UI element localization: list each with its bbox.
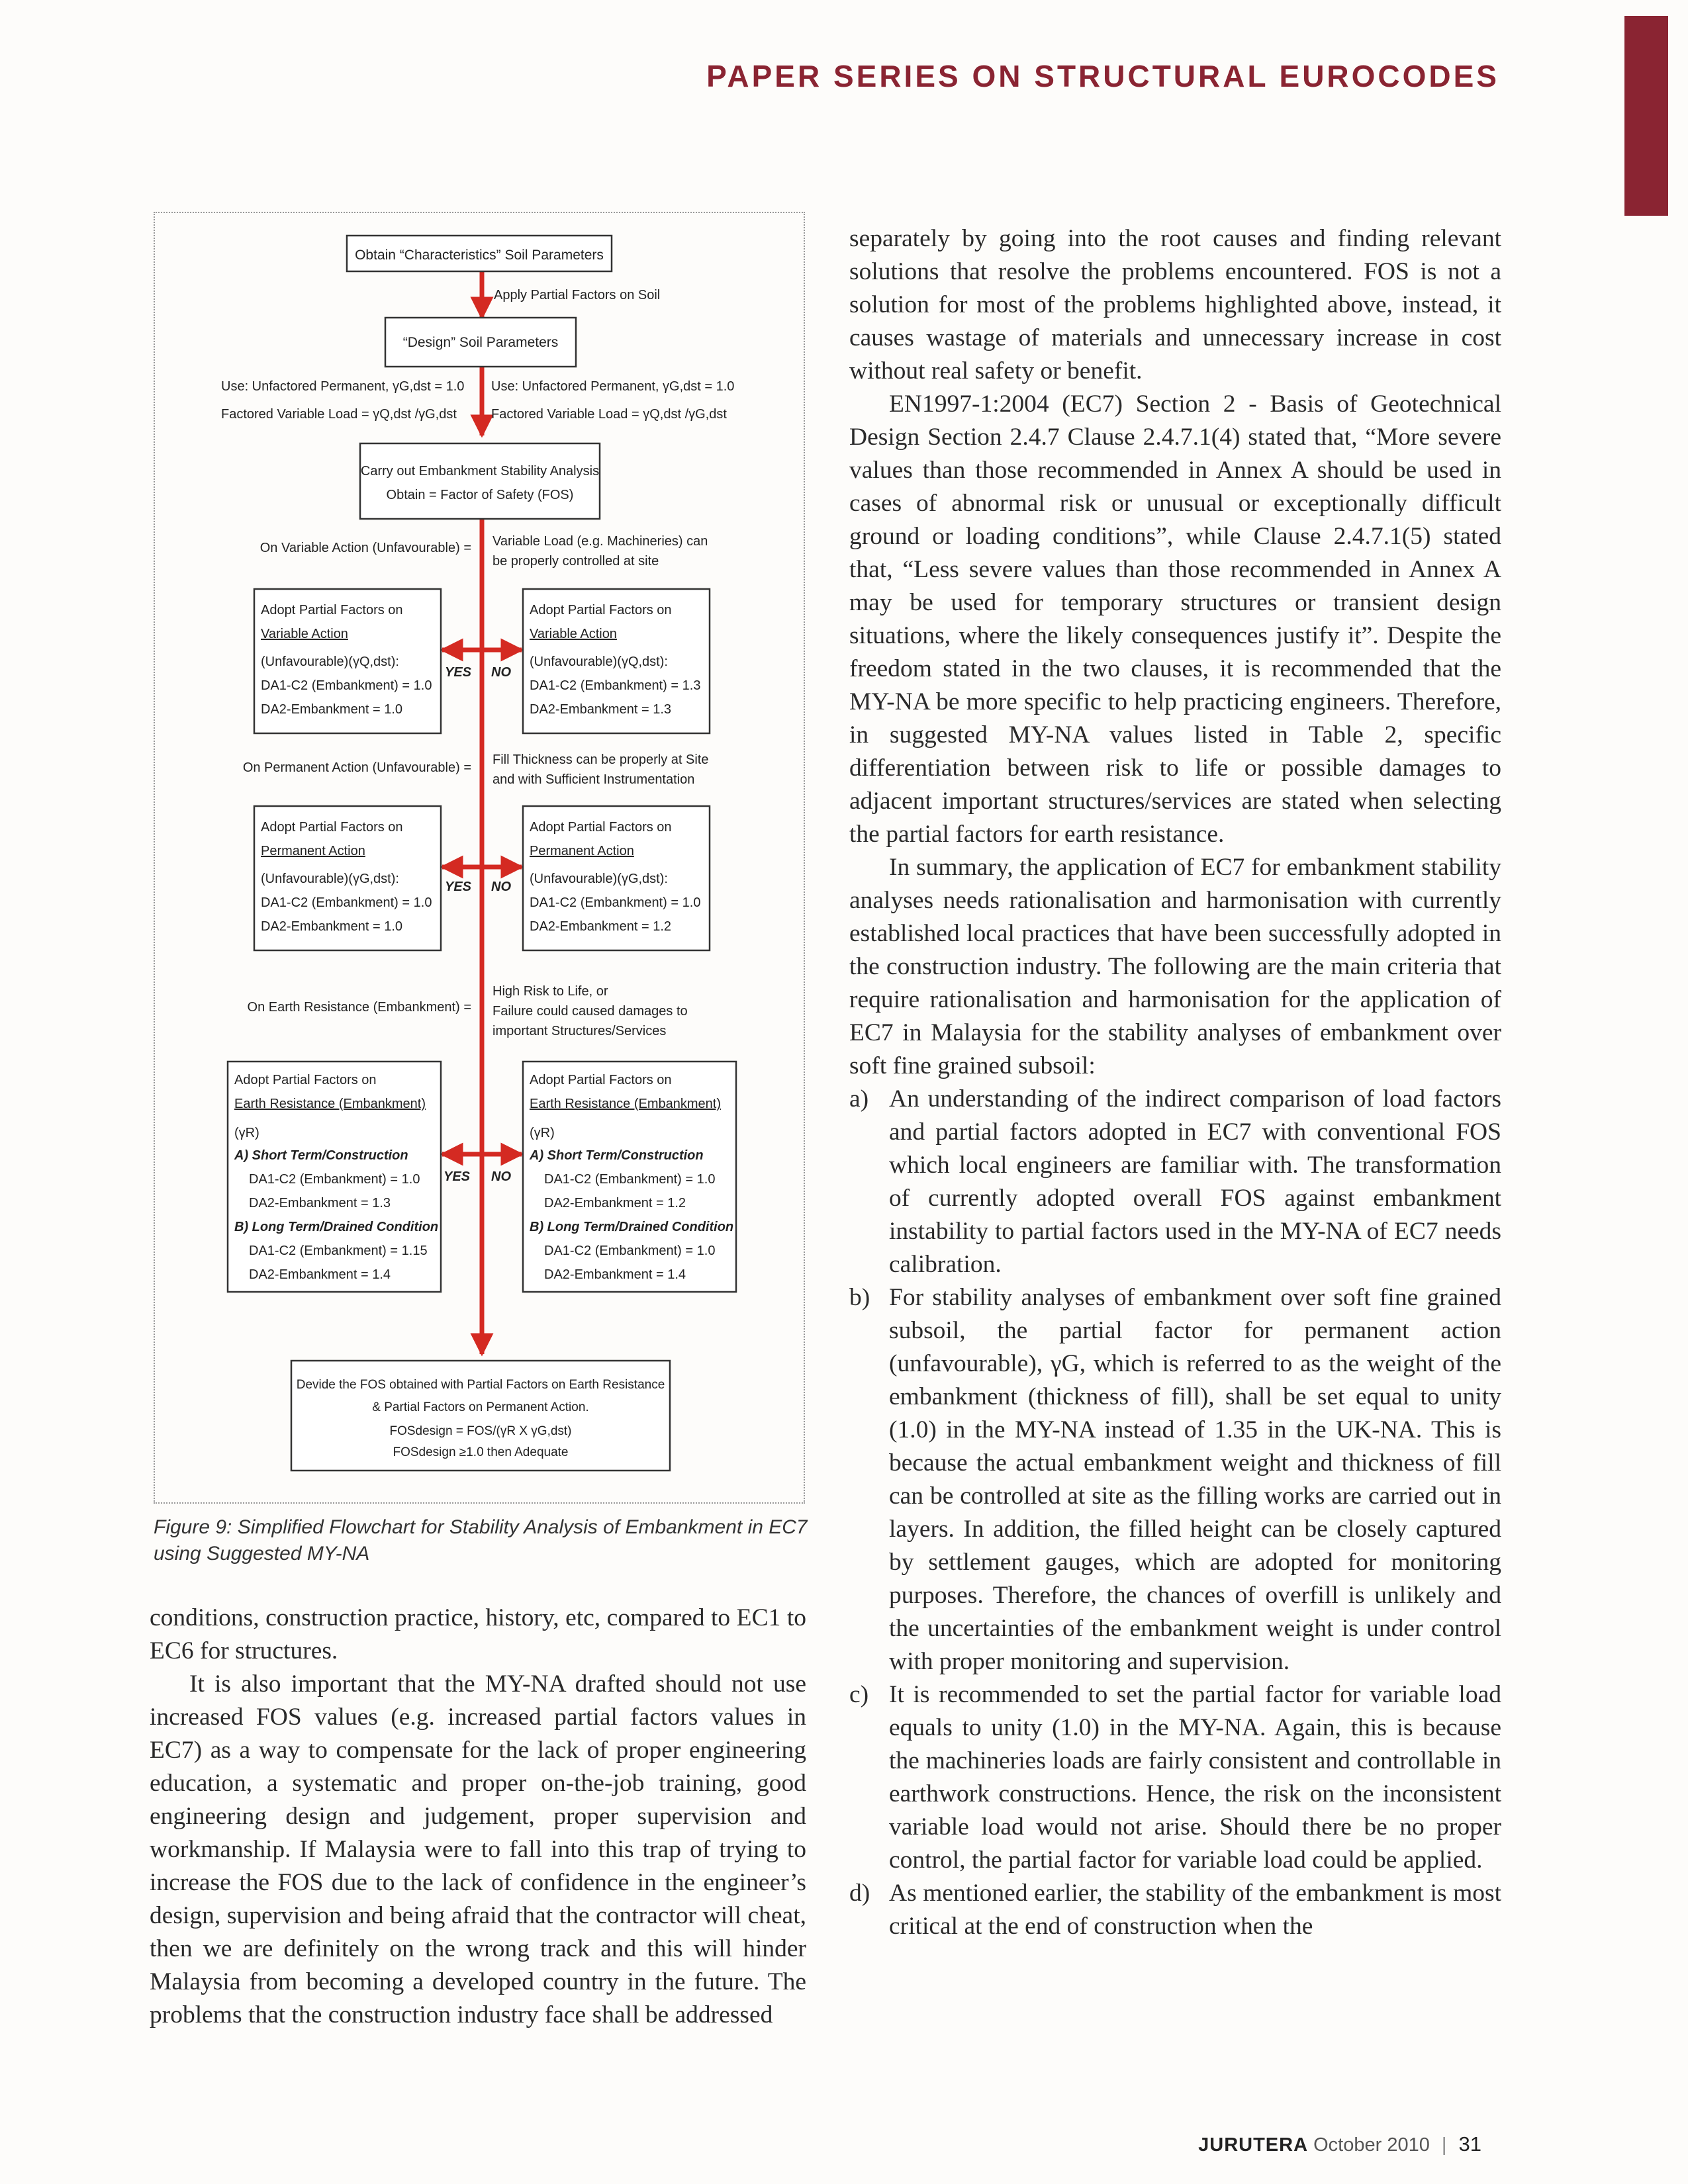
p-yes-l2: Permanent Action xyxy=(261,844,365,858)
q3-cond-line1: High Risk to Life, or xyxy=(492,984,608,999)
criteria-item-text: It is recommended to set the partial factor for variable load equals to unity (1.0) in the MY-NA. Again, this is because the machineries loads are fairly consistent and controllable in earthwork constructions. Hence, the risk on the inconsistent variable load would not arise. Should there be no proper control, the partial factor for variable load could be applied. xyxy=(889,1681,1501,1874)
use-left-2: Factored Variable Load = γQ,dst /γG,dst xyxy=(221,407,457,422)
p-yes-l4: DA1-C2 (Embankment) = 1.0 xyxy=(261,895,432,910)
p-no-l2: Permanent Action xyxy=(530,844,634,858)
v-no-l1: Adopt Partial Factors on xyxy=(530,603,672,617)
figure-caption xyxy=(154,1514,809,1567)
e-yes-l9: DA2-Embankment = 1.4 xyxy=(249,1267,391,1282)
box-analysis xyxy=(360,443,600,519)
q2-cond-line2: and with Sufficient Instrumentation xyxy=(492,772,695,787)
e-yes-l5: DA1-C2 (Embankment) = 1.0 xyxy=(249,1172,420,1187)
p-no-l5: DA2-Embankment = 1.2 xyxy=(530,919,671,934)
page-footer xyxy=(1198,2132,1481,2156)
criteria-item xyxy=(849,1678,1501,1877)
right-paragraph-1: separately by going into the root causes and finding relevant solutions that resolve the problems encountered. FOS is not a solution for most of the problems highlighted above, instead, it causes wastage of materials and unnecessary increase in cost without real safety or benefit. xyxy=(849,225,1501,385)
e-yes-l7: B) Long Term/Drained Condition xyxy=(234,1220,439,1234)
e-no-l7: B) Long Term/Drained Condition xyxy=(530,1220,734,1234)
left-column xyxy=(150,1602,806,2032)
footer-publication: JURUTERA xyxy=(1198,2134,1309,2156)
q3-cond-line3: important Structures/Services xyxy=(492,1024,667,1038)
apply-partial-text: Apply Partial Factors on Soil xyxy=(494,288,661,302)
p-yes-l5: DA2-Embankment = 1.0 xyxy=(261,919,402,934)
v-yes-l1: Adopt Partial Factors on xyxy=(261,603,403,617)
p-yes-label: YES xyxy=(445,880,472,894)
use-right-2: Factored Variable Load = γQ,dst /γG,dst xyxy=(491,407,727,422)
v-yes-l4: DA1-C2 (Embankment) = 1.0 xyxy=(261,678,432,693)
criteria-item-label: d) xyxy=(849,1880,870,1907)
figure-caption-line2: using Suggested MY-NA xyxy=(154,1543,370,1565)
box-characteristic-text: Obtain “Characteristics” Soil Parameters xyxy=(355,248,604,263)
series-title: PAPER SERIES ON STRUCTURAL EUROCODES xyxy=(706,59,1499,93)
criteria-item-text: For stability analyses of embankment over soft fine grained subsoil, the partial factor for permanent action (unfavourable), γG, which is referred to as the weight of the embankment (thickness of fill), shall be set equal to unity (1.0) in the MY-NA instead of 1.35 in the UK-NA. This is because the actual embankment weight and thickness of fill can be controlled at site as the filling works are carried out in layers. In addition, the filled height can be closely captured by settlement gauges, which are adopted for monitoring purposes. Therefore, the chances of overfill is unlikely and the uncertainties of the embankment weight is under control with proper monitoring and supervision. xyxy=(889,1284,1501,1675)
use-right-1: Use: Unfactored Permanent, γG,dst = 1.0 xyxy=(491,379,735,394)
footer-issue: October 2010 xyxy=(1313,2134,1430,2156)
use-left-1: Use: Unfactored Permanent, γG,dst = 1.0 xyxy=(221,379,465,394)
v-no-l3: (Unfavourable)(γQ,dst): xyxy=(530,655,668,669)
e-yes-l1: Adopt Partial Factors on xyxy=(234,1073,377,1087)
final-line3: FOSdesign = FOS/(γR X γG,dst) xyxy=(389,1424,572,1438)
e-no-l4: A) Short Term/Construction xyxy=(530,1148,704,1163)
q1-cond-line2: be properly controlled at site xyxy=(492,554,659,569)
final-line4: FOSdesign ≥1.0 then Adequate xyxy=(393,1445,569,1459)
criteria-item xyxy=(849,1281,1501,1678)
q2-cond-line1: Fill Thickness can be properly at Site xyxy=(492,752,709,767)
criteria-list xyxy=(849,1083,1501,1943)
criteria-item-label: a) xyxy=(849,1085,869,1113)
left-paragraph-2: It is also important that the MY-NA drafted should not use increased FOS values (e.g. increased partial factors values in EC7) as a way to compensate for the lack of proper engineering education, a systematic and proper on-the-job training, good engineering design and judgement, proper supervision and workmanship. If Malaysia were to fall into this trap of trying to increase the FOS due to the lack of confidence in the engineer’s design, supervision and being afraid that the contractor will cheat, then we are definitely on the wrong track and this will hinder Malaysia from becoming a developed country in the future. The problems that the construction industry face shall be addressed xyxy=(150,1670,806,2028)
v-no-l4: DA1-C2 (Embankment) = 1.3 xyxy=(530,678,701,693)
e-no-l8: DA1-C2 (Embankment) = 1.0 xyxy=(544,1244,716,1258)
e-no-l5: DA1-C2 (Embankment) = 1.0 xyxy=(544,1172,716,1187)
right-column xyxy=(849,222,1501,1943)
e-yes-label: YES xyxy=(444,1169,471,1184)
criteria-item xyxy=(849,1877,1501,1943)
box-analysis-line2: Obtain = Factor of Safety (FOS) xyxy=(386,488,574,502)
e-no-l3: (γR) xyxy=(530,1126,555,1140)
q1-cond-line1: Variable Load (e.g. Machineries) can xyxy=(492,534,708,549)
p-no-l3: (Unfavourable)(γG,dst): xyxy=(530,872,668,886)
criteria-item-label: c) xyxy=(849,1681,869,1708)
q3-cond-line2: Failure could caused damages to xyxy=(492,1004,688,1019)
criteria-item-text: An understanding of the indirect comparison of load factors and partial factors adopted in EC7 with conventional FOS which local engineers are familiar with. The transformation of currently adopted overall FOS against embankment instability to partial factors used in the MY-NA of EC7 needs calibration. xyxy=(889,1085,1501,1278)
p-no-l4: DA1-C2 (Embankment) = 1.0 xyxy=(530,895,701,910)
q1-label: On Variable Action (Unfavourable) = xyxy=(259,541,471,555)
v-yes-l3: (Unfavourable)(γQ,dst): xyxy=(261,655,399,669)
flowchart-svg xyxy=(155,213,804,1502)
final-line1: Devide the FOS obtained with Partial Factors on Earth Resistance xyxy=(296,1378,665,1392)
footer-separator: | xyxy=(1441,2134,1447,2156)
v-no-label: NO xyxy=(491,665,511,680)
flowchart-figure xyxy=(154,212,805,1504)
e-yes-l3: (γR) xyxy=(234,1126,259,1140)
v-yes-label: YES xyxy=(445,665,472,680)
e-no-label: NO xyxy=(491,1169,511,1184)
e-no-l6: DA2-Embankment = 1.2 xyxy=(544,1196,686,1210)
e-no-l9: DA2-Embankment = 1.4 xyxy=(544,1267,686,1282)
footer-page-number: 31 xyxy=(1458,2132,1481,2156)
e-no-l2: Earth Resistance (Embankment) xyxy=(530,1097,722,1111)
q3-label: On Earth Resistance (Embankment) = xyxy=(247,1000,471,1015)
box-design-text: “Design” Soil Parameters xyxy=(402,335,559,350)
e-yes-l4: A) Short Term/Construction xyxy=(234,1148,408,1163)
side-color-bar xyxy=(1624,16,1668,216)
v-yes-l2: Variable Action xyxy=(261,627,348,641)
p-yes-l1: Adopt Partial Factors on xyxy=(261,820,403,835)
p-no-label: NO xyxy=(491,880,511,894)
left-paragraph-1: conditions, construction practice, history, etc, compared to EC1 to EC6 for structures. xyxy=(150,1604,806,1664)
right-paragraph-2: EN1997-1:2004 (EC7) Section 2 - Basis of Geotechnical Design Section 2.4.7 Clause 2.4.7.1(4) stated that, “More severe values than those recommended in Annex A should be used in cases of abnormal risk or unusual or exceptionally difficult ground or loading conditions”, while Clause 2.4.7.1(5) stated that, “Less severe values than those recommended in Annex A may be used for temporary structures or transient design situations, where the likely consequences justify it”. Despite the freedom stated in the two clauses, it is recommended that the MY-NA be more specific to help practicing engineers. Therefore, in suggested MY-NA values listed in Table 2, specific differentiation between risk to life or possible damages to adjacent important structures/services are stated when selecting the partial factors for earth resistance. xyxy=(849,390,1501,848)
e-no-l1: Adopt Partial Factors on xyxy=(530,1073,672,1087)
p-no-l1: Adopt Partial Factors on xyxy=(530,820,672,835)
e-yes-l8: DA1-C2 (Embankment) = 1.15 xyxy=(249,1244,428,1258)
e-yes-l2: Earth Resistance (Embankment) xyxy=(234,1097,426,1111)
criteria-item xyxy=(849,1083,1501,1281)
v-no-l5: DA2-Embankment = 1.3 xyxy=(530,702,671,717)
final-line2: & Partial Factors on Permanent Action. xyxy=(372,1400,589,1414)
q2-label: On Permanent Action (Unfavourable) = xyxy=(242,760,471,775)
v-no-l2: Variable Action xyxy=(530,627,617,641)
v-yes-l5: DA2-Embankment = 1.0 xyxy=(261,702,402,717)
right-paragraph-3: In summary, the application of EC7 for embankment stability analyses needs rationalisation and harmonisation with currently established local practices that have been successfully adopted in the construction industry. The following are the main criteria that require rationalisation and harmonisation for the application of EC7 in Malaysia for the stability analyses of embankment over soft fine grained subsoil: xyxy=(849,854,1501,1079)
criteria-item-label: b) xyxy=(849,1284,870,1311)
box-analysis-line1: Carry out Embankment Stability Analysis xyxy=(360,464,600,478)
e-yes-l6: DA2-Embankment = 1.3 xyxy=(249,1196,391,1210)
p-yes-l3: (Unfavourable)(γG,dst): xyxy=(261,872,399,886)
figure-caption-line1: Figure 9: Simplified Flowchart for Stability Analysis of Embankment in EC7 xyxy=(154,1516,808,1538)
criteria-item-text: As mentioned earlier, the stability of the embankment is most critical at the end of construction when the xyxy=(889,1880,1501,1940)
